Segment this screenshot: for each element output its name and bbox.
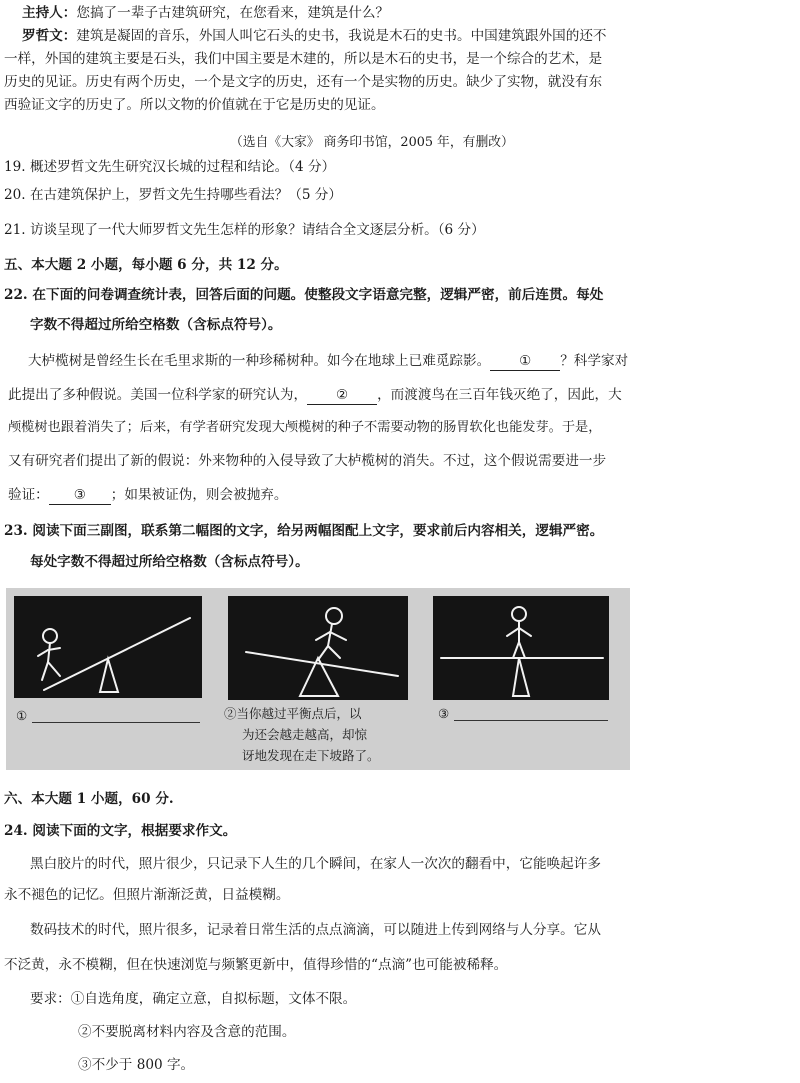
passage-line-3: 颅榄树也跟着消失了；后来，有学者研究发现大颅榄树的种子不需要动物的肠胃软化也能发芽。于是， [8, 420, 602, 435]
stick-figure-balance-point-icon [228, 596, 408, 700]
passage-line-4: 又有研究者们提出了新的假说：外来物种的入侵导致了大栌榄树的消失。不过，这个假说需要进一步 [8, 453, 607, 469]
blank-1: ① [490, 352, 560, 371]
material-1-line-1: 黑白胶片的时代，照片很少，只记录下人生的几个瞬间，在家人一次次的翻看中，它能唤起许多 [30, 856, 601, 872]
caption-2-line-2: 为还会越走越高，却惊 [242, 727, 368, 742]
host-label: 主持人： [22, 5, 77, 21]
interview-answer-line-4: 西验证文字的历史了。所以文物的价值就在于它是历史的见证。 [4, 97, 385, 113]
interview-host-line [22, 4, 389, 22]
caption-2-line-3: 讶地发现在走下坡路了。 [242, 748, 380, 763]
question-19: 19. 概述罗哲文先生研究汉长城的过程和结论。（4 分） [4, 159, 336, 175]
figure-panel-2 [228, 596, 408, 700]
passage-text: ；如果被证伪，则会被抛弃。 [110, 487, 288, 503]
interview-answer-line-3: 历史的见证。历史有两个历史，一个是文字的历史，还有一个是实物的历史。缺少了实物，就没有东 [4, 74, 603, 90]
requirement-1: ①自选角度，确定立意，自拟标题，文体不限。 [70, 991, 357, 1007]
stick-figure-level-icon [433, 596, 609, 700]
section-6-heading: 六、本大题 1 小题，60 分. [4, 791, 174, 807]
host-question: 您搞了一辈子古建筑研究，在您看来，建筑是什么？ [76, 5, 390, 21]
material-2-line-1: 数码技术的时代，照片很多，记录着日常生活的点点滴滴，可以随进上传到网络与人分享。它从 [30, 922, 601, 938]
requirement-3: ③不少于 800 字。 [78, 1057, 195, 1073]
question-23-line-1: 23. 阅读下面三副图，联系第二幅图的文字，给另两幅图配上文字，要求前后内容相关，逻辑严密。 [4, 523, 604, 539]
luo-label: 罗哲文： [22, 28, 77, 44]
stick-figure-seesaw-low-icon [14, 596, 202, 698]
figure-strip [6, 588, 630, 770]
question-22-line-2: 字数不得超过所给空格数（含标点符号）。 [30, 317, 282, 333]
question-22-line-1: 22. 在下面的问卷调查统计表，回答后面的问题。使整段文字语意完整，逻辑严密，前后连贯。每处 [4, 287, 604, 303]
caption-3-number: ③ [438, 706, 450, 721]
requirements-line-1 [30, 990, 356, 1008]
requirement-2: ②不要脱离材料内容及含意的范围。 [78, 1024, 296, 1040]
question-20: 20. 在古建筑保护上，罗哲文先生持哪些看法？（5 分） [4, 187, 342, 203]
question-21: 21. 访谈呈现了一代大师罗哲文先生怎样的形象？请结合全文逐层分析。（6 分） [4, 222, 485, 238]
material-2-line-2: 不泛黄，永不模糊，但在快速浏览与频繁更新中，值得珍惜的“点滴”也可能被稀释。 [4, 957, 508, 973]
passage-text: 验证： [8, 487, 49, 503]
blank-2: ② [307, 386, 377, 405]
question-23-line-2: 每处字数不得超过所给空格数（含标点符号）。 [30, 554, 309, 570]
interview-answer-line-1 [22, 27, 607, 45]
passage-line-2 [8, 386, 622, 405]
figure-panel-1 [14, 596, 202, 698]
passage-text: 大栌榄树是曾经生长在毛里求斯的一种珍稀树种。如今在地球上已难觅踪影。 [28, 353, 491, 369]
source-citation: （选自《大家》 商务印书馆，2005 年，有删改） [230, 135, 514, 150]
caption-2-line-1: ②当你越过平衡点后，以 [224, 706, 362, 721]
section-5-heading: 五、本大题 2 小题，每小题 6 分，共 12 分。 [4, 257, 288, 273]
passage-line-1 [28, 352, 628, 371]
figure-panel-3 [433, 596, 609, 700]
caption-1-blank [32, 722, 200, 723]
passage-text: 此提出了多种假说。美国一位科学家的研究认为， [8, 387, 308, 403]
caption-1-number: ① [16, 708, 28, 723]
interview-answer-line-2: 一样，外国的建筑主要是石头，我们中国主要是木建的，所以是木石的史书，是一个综合的艺术，是 [4, 51, 603, 67]
question-24: 24. 阅读下面的文字，根据要求作文。 [4, 823, 237, 839]
passage-text: ？科学家对 [560, 353, 629, 369]
material-1-line-2: 永不褪色的记忆。但照片渐渐泛黄，日益模糊。 [4, 887, 290, 903]
caption-3-blank [454, 720, 608, 721]
luo-answer-1: 建筑是凝固的音乐，外国人叫它石头的史书，我说是木石的史书。中国建筑跟外国的还不 [76, 28, 607, 44]
requirements-label: 要求： [30, 991, 71, 1007]
passage-line-5 [8, 486, 288, 505]
blank-3: ③ [49, 486, 111, 505]
passage-text: ，而渡渡鸟在三百年钱灭绝了，因此，大 [377, 387, 622, 403]
